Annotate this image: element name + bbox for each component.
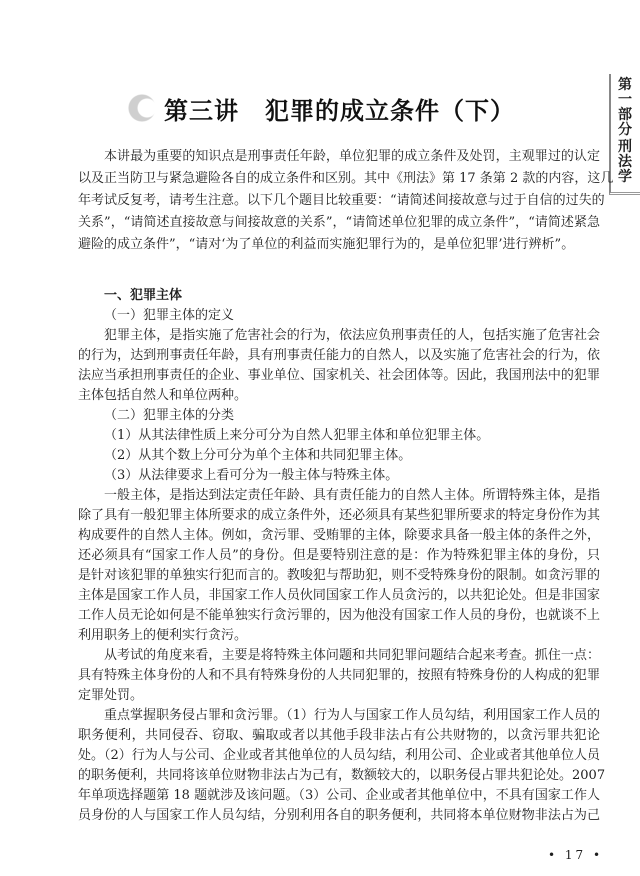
text-line: 重点掌握职务侵占罪和贪污罪。（1）行为人与国家工作人员勾结，利用国家工作人员的 [104,708,600,723]
text-line: 法应当承担刑事责任的企业、事业单位、国家机关、社会团体等。因此，我国刑法中的犯罪 [78,368,600,383]
exam-paragraph [78,646,600,706]
list-item: （3）从法律要求上看可分为一般主体与特殊主体。 [104,468,399,483]
definition-paragraph [78,326,600,406]
text-line: 利用职务上的便利实行贪污。 [78,628,248,643]
side-tab-part: 第一部分 [618,77,632,138]
spacer [78,256,600,286]
subsection-heading: （二）犯罪主体的分类 [104,408,235,423]
side-tab-subject: 刑法学 [618,139,632,185]
text-line: 是针对该犯罪的单独实行犯而言的。教唆犯与帮助犯，则不受特殊身份的限制。如贪污罪的 [78,568,600,583]
text-line: 的行为，达到刑事责任年龄，具有刑事责任能力的自然人，以及实施了危害社会的行为，依 [78,348,600,363]
text-line: 具有特殊主体身份的人和不具有特殊身份的人共同犯罪的，按照有特殊身份的人构成的犯罪 [78,668,600,683]
focus-paragraph [78,706,606,826]
text-line: 年考试反复考，请考生注意。以下几个题目比较重要：“请简述间接故意与过于自信的过失的 [78,193,605,208]
text-line: 定罪处罚。 [78,688,144,703]
text-line: 除了具有一般犯罪主体所要求的成立条件外，还必须具有某些犯罪所要求的特定身份作为其 [78,508,600,523]
text-line: 年单项选择题第 18 题就涉及该问题。（3）公司、企业或者其他单位中，不具有国家工作人 [78,788,600,803]
text-line: 主体是国家工作人员，非国家工作人员伙同国家工作人员贪污的，以共犯论处。但是非国家 [78,588,600,603]
text-line: 避险的成立条件”，“请对‘为了单位的利益而实施犯罪行为的，是单位犯罪’进行辨析”。 [78,237,575,252]
text-line: 一般主体，是指达到法定责任年龄、具有责任能力的自然人主体。所谓特殊主体，是指 [104,488,600,503]
general-subject-paragraph [78,486,600,646]
text-line: 关系”，“请简述直接故意与间接故意的关系”，“请简述单位犯罪的成立条件”，“请简述紧急 [78,215,600,230]
text-line: 员身份的人与国家工作人员勾结，分别利用各自的职务便利，共同将本单位财物非法占为己 [78,808,600,823]
text-line: 构成要件的自然人主体。例如，贪污罪、受贿罪的主体，除要求具备一般主体的条件之外， [78,528,600,543]
text-line: 还必须具有“国家工作人员”的身份。但是要特别注意的是：作为特殊犯罪主体的身份，只 [78,548,600,563]
lecture-title [128,90,515,126]
subsection-heading: （一）犯罪主体的定义 [104,308,235,323]
list-item: （1）从其法律性质上来分可分为自然人犯罪主体和单位犯罪主体。 [104,428,490,443]
text-line: 犯罪主体，是指实施了危害社会的行为，依法应负刑事责任的人，包括实施了危害社会 [104,328,600,343]
section-heading: 一、犯罪主体 [104,288,183,303]
text-line: 从考试的角度来看，主要是将特殊主体问题和共同犯罪问题结合起来考查。抓住一点： [104,648,600,663]
text-line: 主体包括自然人和单位两种。 [78,388,248,403]
lecture-name: 犯罪的成立条件（下） [265,95,515,125]
crescent-ornament-icon [128,94,156,122]
intro-paragraph [78,146,614,256]
text-line: 本讲最为重要的知识点是刑事责任年龄，单位犯罪的成立条件及处罚，主观罪过的认定 [104,149,600,164]
text-line: 以及正当防卫与紧急避险各自的成立条件和区别。其中《刑法》第 17 条第 2 款的内容，这几 [78,171,614,186]
lecture-number: 第三讲 [164,95,239,125]
text-line: 处。（2）行为人与公司、企业或者其他单位的人员勾结，利用公司、企业或者其他单位人员 [78,748,600,763]
page-number: • 17 • [548,848,604,862]
body-text [78,146,614,826]
part-side-tab [609,74,640,195]
text-line: 工作人员无论如何是不能单独实行贪污罪的，因为他没有国家工作人员的身份，也就谈不上 [78,608,600,623]
list-item: （2）从其个数上分可分为单个主体和共同犯罪主体。 [104,448,412,463]
text-line: 职务便利，共同侵吞、窃取、骗取或者以其他手段非法占有公共财物的，以贪污罪共犯论 [78,728,600,743]
text-line: 的职务便利，共同将该单位财物非法占为己有，数额较大的，以职务侵占罪共犯论处。2007 [78,768,606,783]
